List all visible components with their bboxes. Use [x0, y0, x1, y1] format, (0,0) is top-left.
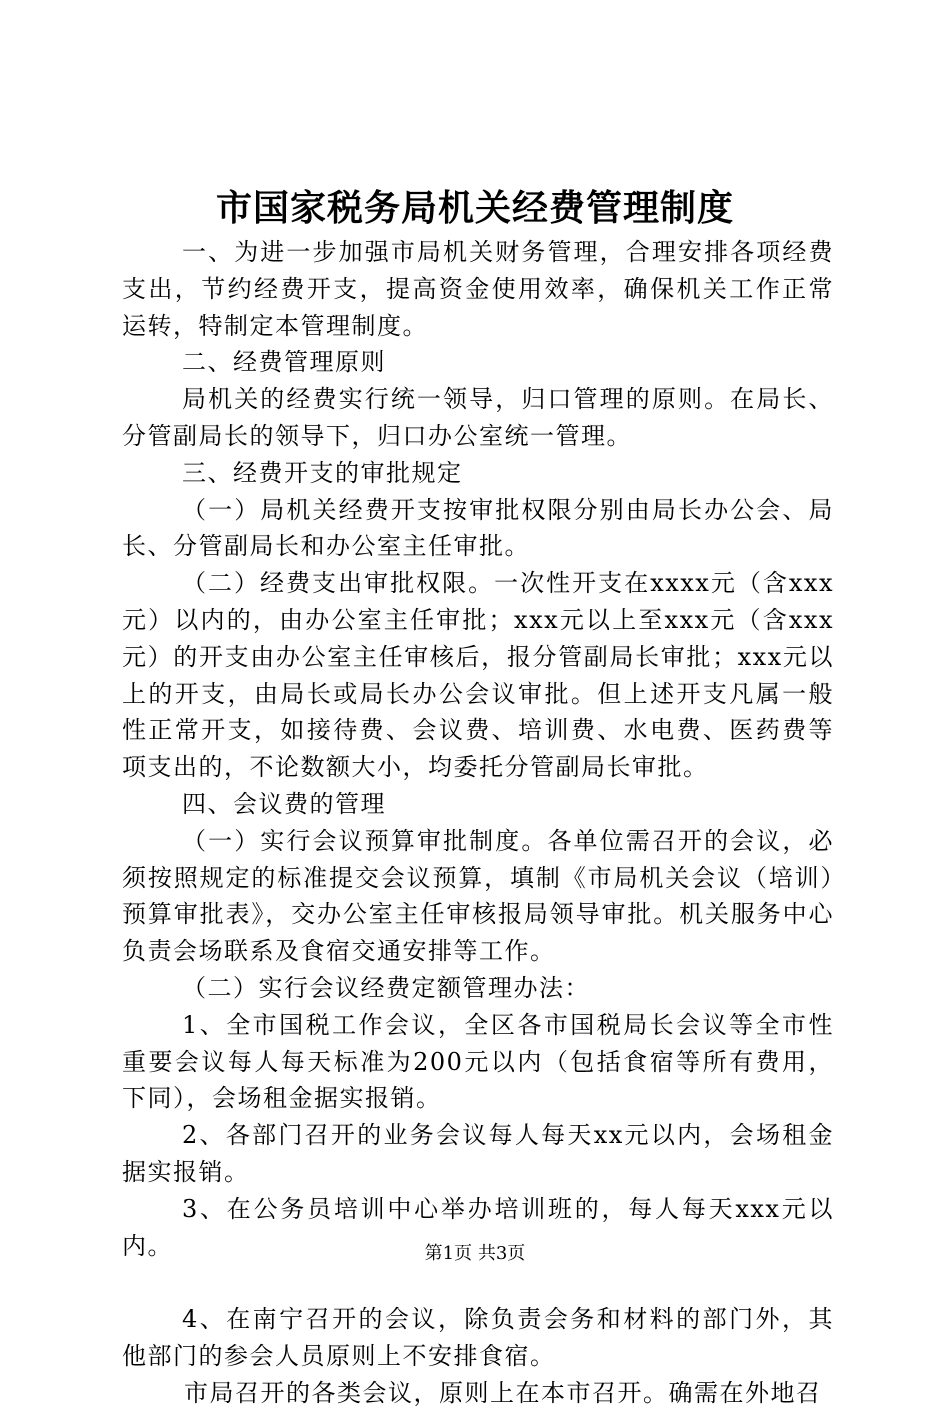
section-heading-approval: 三、经费开支的审批规定 [182, 458, 463, 487]
section-heading-meeting-fees: 四、会议费的管理 [182, 789, 386, 818]
paragraph-meeting-location: 市局召开的各类会议，原则上在本市召开。确需在外地召 [184, 1378, 822, 1407]
paragraph-principles: 局机关的经费实行统一领导，归口管理的原则。在局长、分管副局长的领导下，归口办公室统一管理。 [122, 385, 834, 450]
document-body [122, 234, 834, 1412]
paragraph-meeting-budget: （一）实行会议预算审批制度。各单位需召开的会议，必须按照规定的标准提交会议预算，填制《市局机关会议（培训）预算审批表》，交办公室主任审核报局领导审批。机关服务中心负责会场联系及食宿交通安排等工作。 [122, 826, 834, 966]
section-heading-principles: 二、经费管理原则 [182, 348, 386, 377]
paragraph-meeting-quota: （二）实行会议经费定额管理办法： [182, 973, 590, 1002]
list-item-2: 2、各部门召开的业务会议每人每天xx元以内，会场租金据实报销。 [122, 1121, 834, 1186]
list-item-4: 4、在南宁召开的会议，除负责会务和材料的部门外，其他部门的参会人员原则上不安排食宿。 [122, 1305, 834, 1370]
list-item-3: 3、在公务员培训中心举办培训班的，每人每天xxx元以内。 [122, 1194, 834, 1260]
list-item-1: 1、全市国税工作会议，全区各市国税局长会议等全市性重要会议每人每天标准为200元以内（包括食宿等所有费用，下同），会场租金据实报销。 [122, 1010, 834, 1113]
paragraph-approval-1: （一）局机关经费开支按审批权限分别由局长办公会、局长、分管副局长和办公室主任审批。 [122, 495, 834, 561]
page-footer: 第1页 共3页 [424, 1243, 526, 1264]
blank-line [122, 1264, 834, 1301]
paragraph-intro: 一、为进一步加强市局机关财务管理，合理安排各项经费支出，节约经费开支，提高资金使用效率，确保机关工作正常运转，特制定本管理制度。 [122, 238, 834, 340]
document-title: 市国家税务局机关经费管理制度 [215, 187, 734, 229]
paragraph-approval-2: （二）经费支出审批权限。一次性开支在xxxx元（含xxx元）以内的，由办公室主任审批；xxx元以上至xxx元（含xxx元）的开支由办公室主任审核后，报分管副局长审批；xxx元以上的开支，由局长或局长办公会议审批。但上述开支凡属一般性正常开支，如接待费、会议费、培训费、水电费、医药费等项支出的，不论数额大小，均委托分管副局长审批。 [122, 569, 834, 782]
